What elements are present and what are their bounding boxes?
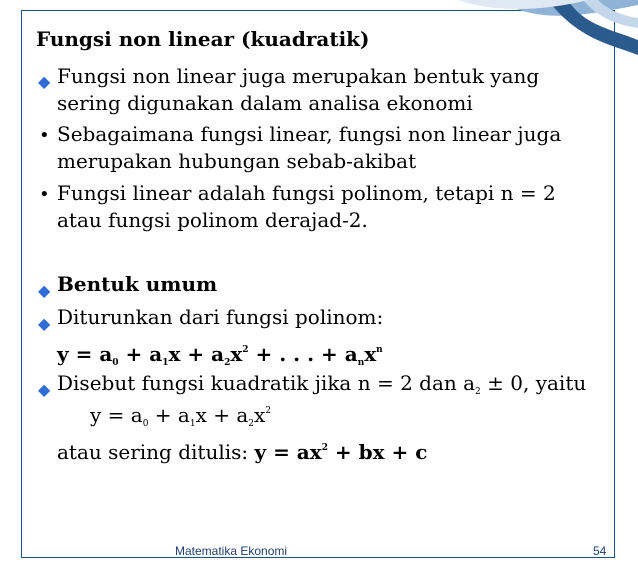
slide-title: Fungsi non linear (kuadratik) — [36, 27, 370, 51]
footer-course-title: Matematika Ekonomi — [175, 544, 288, 558]
bullet-icon: ◆ — [38, 380, 51, 399]
bullet-2-line-2: merupakan hubungan sebab-akibat — [57, 149, 417, 173]
often-written-formula: atau sering ditulis: $y = ax^2$ + bx + c — [57, 440, 428, 464]
bullet-3-line-2: atau fungsi polinom derajad-2. — [57, 208, 368, 232]
dot-bullet-icon: • — [39, 125, 50, 146]
polynomial-formula: $y = a_0 + a_1x + a_2x^2$ + . . . + $a_nx^n$ — [57, 342, 383, 368]
quadratic-condition: Disebut fungsi kuadratik jika n = 2 dan $a_2 \pm 0$, yaitu — [57, 371, 587, 397]
corner-wave-decoration — [438, 0, 638, 60]
derived-text: Diturunkan dari fungsi polinom: — [57, 305, 384, 329]
footer-page-number: 54 — [593, 544, 607, 558]
bullet-1-line-2: sering digunakan dalam analisa ekonomi — [57, 91, 473, 115]
bullet-3-line-1: Fungsi linear adalah fungsi polinom, tetapi n = 2 — [57, 181, 556, 205]
quadratic-formula: $y = a_0 + a_1x + a_2x^2$ — [90, 403, 272, 429]
dot-bullet-icon: • — [39, 184, 50, 205]
bullet-2-line-1: Sebagaimana fungsi linear, fungsi non linear juga — [57, 122, 562, 146]
bullet-icon: ◆ — [38, 314, 51, 333]
section-heading: Bentuk umum — [57, 272, 218, 296]
bullet-icon: ◆ — [38, 281, 51, 300]
bullet-icon: ◆ — [38, 72, 51, 91]
bullet-1-line-1: Fungsi non linear juga merupakan bentuk yang — [57, 64, 540, 88]
